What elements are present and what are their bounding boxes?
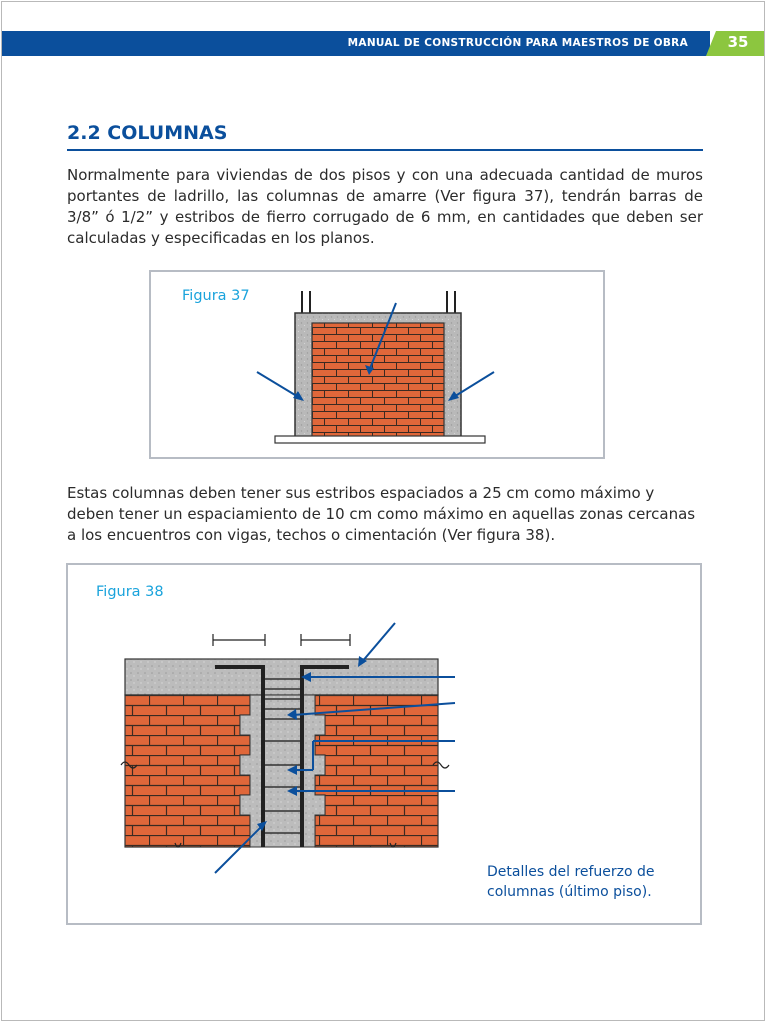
page-number: 35 [727, 33, 749, 51]
figure-37-label: Figura 37 [182, 288, 250, 304]
figure-38-caption-line2: columnas (último piso). [487, 884, 652, 900]
paragraph-2: Estas columnas deben tener sus estribos espaciados a 25 cm como máximo y deben tener un espaciamiento de 10 cm como máximo en aquellas zonas cercanas a los encuentros con vigas, techos o cimentación (Ver figura 38). [67, 484, 696, 544]
figure-38-caption [487, 862, 655, 902]
figure-38-caption-line1: Detalles del refuerzo de [487, 864, 655, 880]
brick-wall-with-tie-columns-illustration [240, 285, 540, 455]
figure-38-label: Figura 38 [96, 584, 164, 600]
column-reinforcement-detail-illustration [115, 615, 470, 880]
header-title: MANUAL DE CONSTRUCCIÓN PARA MAESTROS DE OBRA [347, 37, 688, 49]
section-title: 2.2 COLUMNAS [67, 122, 228, 144]
paragraph-1: Normalmente para viviendas de dos pisos y con una adecuada cantidad de muros portantes de ladrillo, las columnas de amarre (Ver figura 37), tendrán barras de 3/8” ó 1/2” y estribos de fierro corrugado de 6 mm, en cantidades que deben ser calculadas y especificadas en los planos. [67, 166, 703, 247]
section-rule [67, 149, 703, 151]
